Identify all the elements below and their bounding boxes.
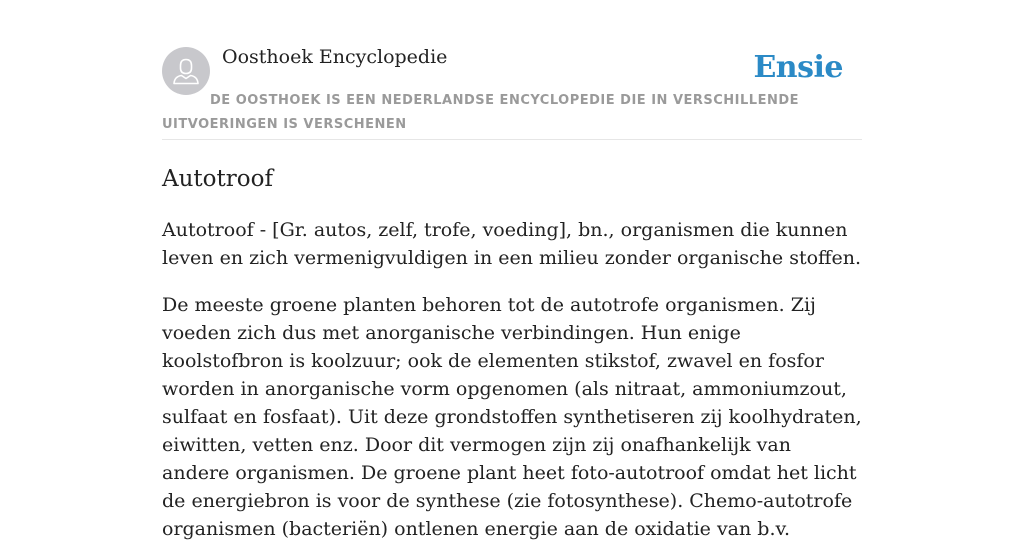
site-tagline: DE OOSTHOEK IS EEN NEDERLANDSE ENCYCLOPEDIE DIE IN VERSCHILLENDE UITVOERINGEN IS VERSCHENEN — [162, 93, 800, 132]
user-silhouette-icon — [171, 56, 201, 86]
header — [162, 0, 862, 140]
article-paragraph: Autotroof - [Gr. autos, zelf, trofe, voeding], bn., organismen die kunnen leven en zich vermenigvuldigen in een milieu zonder organische stoffen. — [162, 219, 862, 269]
article-title: Autotroof — [162, 166, 273, 192]
ensie-logo[interactable]: Ensie — [753, 50, 843, 85]
site-name[interactable]: Oosthoek Encyclopedie — [222, 46, 448, 68]
avatar[interactable] — [162, 47, 210, 95]
article-paragraph: De meeste groene planten behoren tot de autotrofe organismen. Zij voeden zich dus met anorganische verbindingen. Hun enige koolstofbron is koolzuur; ook de elementen stikstof, zwavel en fosfor worden in anorganische vorm opgenomen (als nitraat, ammoniumzout, sulfaat en fosfaat). Uit deze grondstoffen synthetiseren zij koolhydraten, eiwitten, vetten enz. Door dit vermogen zijn zij onafhankelijk van andere organismen. De groene plant heet foto-autotroof omdat het licht de energiebron is voor de synthese (zie fotosynthese). Chemo-autotrofe organismen (bacteriën) ontlenen energie aan de oxidatie van b.v. — [162, 294, 862, 540]
page-container — [162, 0, 862, 543]
